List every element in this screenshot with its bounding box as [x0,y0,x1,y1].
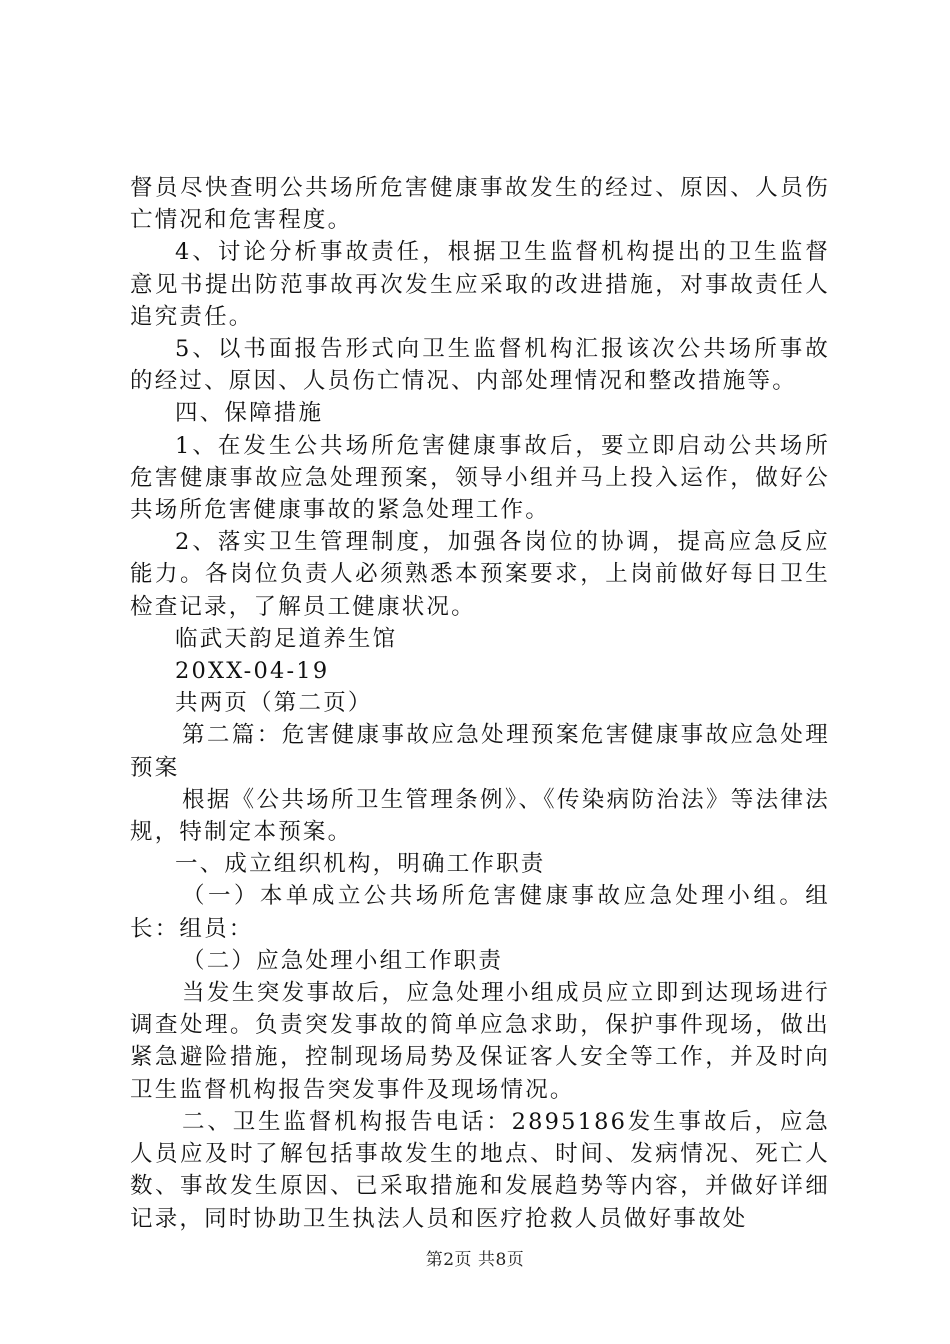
paragraph-safeguard-2: 2、落实卫生管理制度，加强各岗位的协调，提高应急反应能力。各岗位负责人必须熟悉本预案要求，上岗前做好每日卫生检查记录，了解员工健康状况。 [130,529,830,620]
paragraph-legal-basis: 根据《公共场所卫生管理条例》、《传染病防治法》等法律法规，特制定本预案。 [130,786,830,846]
section-heading-safeguards: 四、保障措施 [175,400,324,427]
signature-organization: 临武天韵足道养生馆 [175,625,398,652]
page-footer: 第2页 共8页 [425,1250,525,1270]
paragraph-team-members: （一）本单成立公共场所危害健康事故应急处理小组。组长：组员： [130,883,830,942]
chapter-title-part-two: 第二篇：危害健康事故应急处理预案危害健康事故应急处理预案 [130,722,830,781]
paragraph-item-5: 5、以书面报告形式向卫生监督机构汇报该次公共场所事故的经过、原因、人员伤亡情况、内部处理情况和整改措施等。 [130,336,830,395]
document-body [130,172,830,1235]
section-heading-organization: 一、成立组织机构，明确工作职责 [175,851,546,878]
signature-date: 20XX-04-19 [175,658,330,685]
page-count-note: 共两页（第二页） [175,690,373,717]
subheading-team-duties: （二）应急处理小组工作职责 [182,947,504,974]
paragraph-continuation: 督员尽快查明公共场所危害健康事故发生的经过、原因、人员伤亡情况和危害程度。 [130,175,830,234]
paragraph-team-duties: 当发生突发事故后，应急处理小组成员应立即到达现场进行调查处理。负责突发事故的简单应急求助，保护事件现场，做出紧急避险措施，控制现场局势及保证客人安全等工作，并及时向卫生监督机构报告突发事件及现场情况。 [130,980,830,1103]
paragraph-report-phone: 二、卫生监督机构报告电话：2895186发生事故后，应急人员应及时了解包括事故发生的地点、时间、发病情况、死亡人数、事故发生原因、已采取措施和发展趋势等内容，并做好详细记录，同时协助卫生执法人员和医疗抢救人员做好事故处 [130,1108,830,1232]
paragraph-item-4: 4、讨论分析事故责任，根据卫生监督机构提出的卫生监督意见书提出防范事故再次发生应采取的改进措施，对事故责任人追究责任。 [130,239,830,330]
paragraph-safeguard-1: 1、在发生公共场所危害健康事故后，要立即启动公共场所危害健康事故应急处理预案，领导小组并马上投入运作，做好公共场所危害健康事故的紧急处理工作。 [130,432,830,524]
